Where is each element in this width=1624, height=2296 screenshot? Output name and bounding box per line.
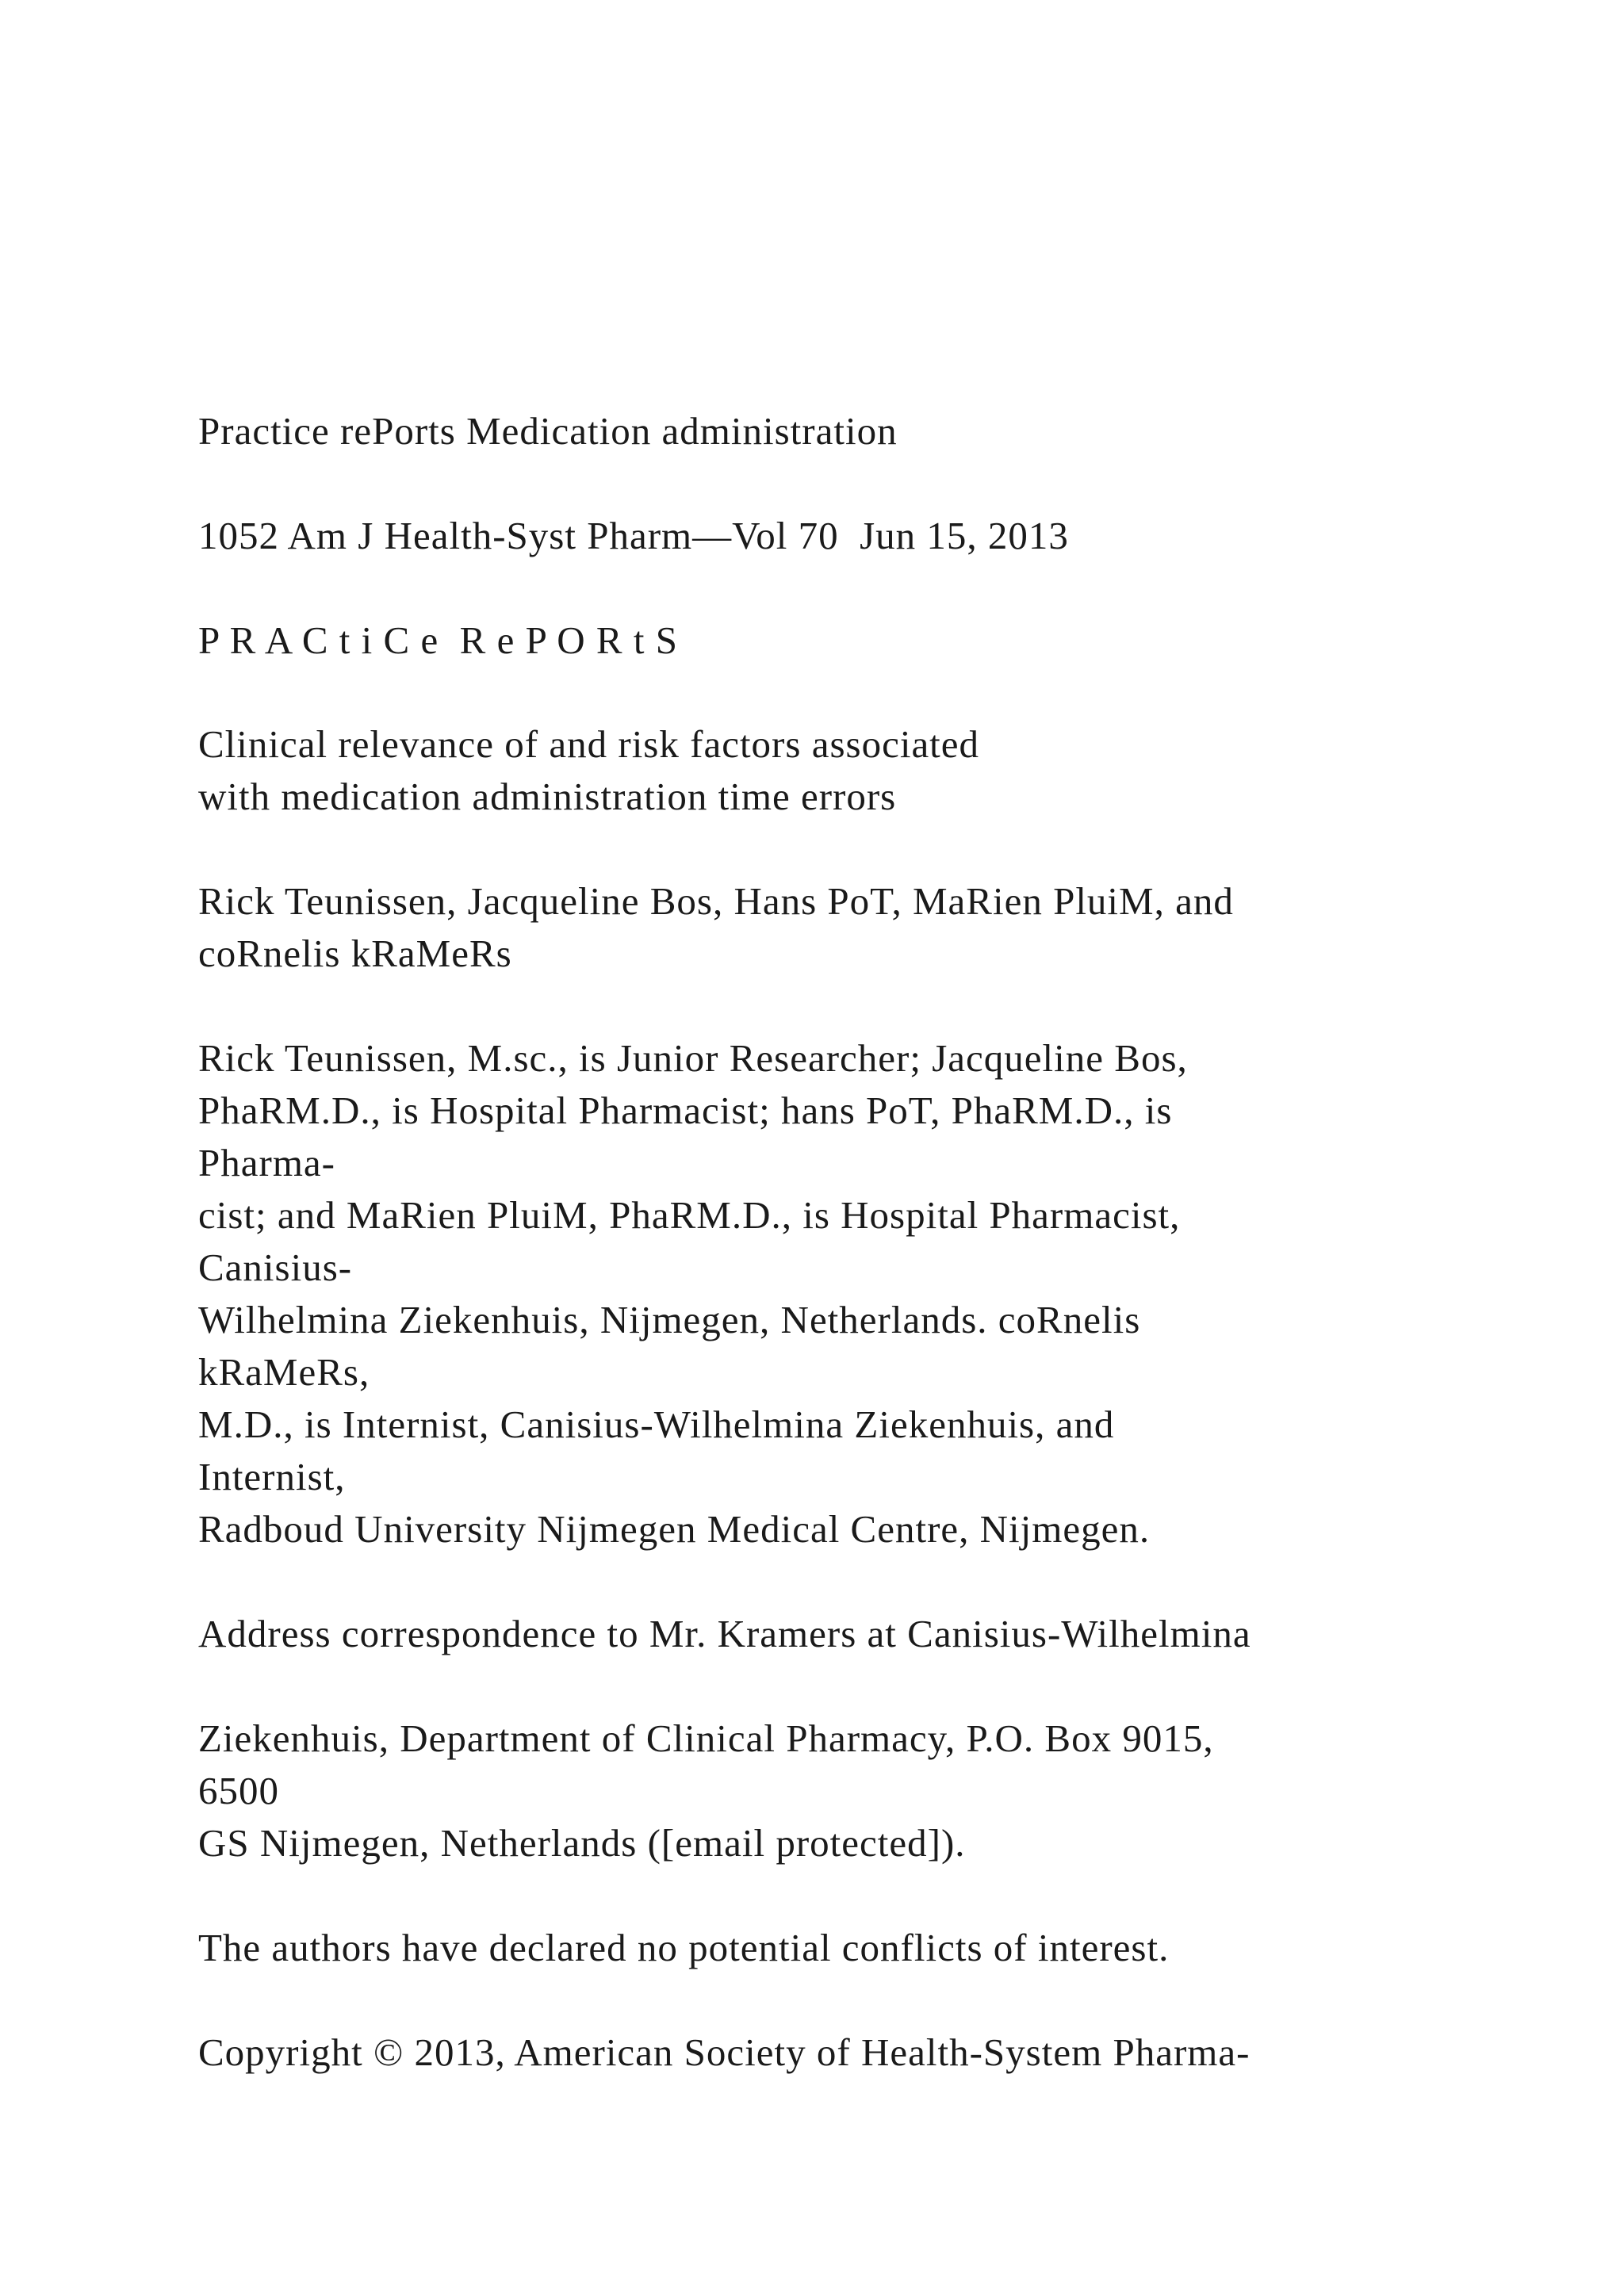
article-title-line-2: with medication administration time errors [198, 775, 897, 818]
affiliation-line-7: kRaMeRs, [198, 1350, 370, 1394]
running-title: Practice rePorts Medication administration [198, 409, 898, 453]
affiliation-line-8: M.D., is Internist, Canisius-Wilhelmina Ziekenhuis, and [198, 1402, 1115, 1446]
affiliation-line-9: Internist, [198, 1455, 346, 1498]
correspondence-line-2: Ziekenhuis, Department of Clinical Pharmacy, P.O. Box 9015, [198, 1716, 1214, 1760]
correspondence-line-1: Address correspondence to Mr. Kramers at Canisius-Wilhelmina [198, 1612, 1251, 1655]
affiliation-line-1: Rick Teunissen, M.sc., is Junior Researcher; Jacqueline Bos, [198, 1036, 1188, 1080]
authors-line-2: coRnelis kRaMeRs [198, 932, 512, 975]
affiliation-line-5: Canisius- [198, 1246, 353, 1289]
affiliation-line-2: PhaRM.D., is Hospital Pharmacist; hans PoT, PhaRM.D., is [198, 1089, 1173, 1132]
journal-citation: 1052 Am J Health-Syst Pharm—Vol 70 Jun 15, 2013 [198, 514, 1069, 557]
affiliation-line-6: Wilhelmina Ziekenhuis, Nijmegen, Netherlands. coRnelis [198, 1298, 1141, 1341]
affiliation-line-4: cist; and MaRien PluiM, PhaRM.D., is Hospital Pharmacist, [198, 1193, 1181, 1237]
affiliation-line-10: Radboud University Nijmegen Medical Centre, Nijmegen. [198, 1507, 1151, 1551]
correspondence-line-4: GS Nijmegen, Netherlands ([email protected]). [198, 1821, 966, 1865]
correspondence-line-3: 6500 [198, 1769, 279, 1812]
conflicts-statement: The authors have declared no potential conflicts of interest. [198, 1926, 1170, 1969]
authors-line-1: Rick Teunissen, Jacqueline Bos, Hans PoT, MaRien PluiM, and [198, 879, 1234, 923]
section-label: P R A C t i C e R e P O R t S [198, 618, 678, 662]
copyright-line: Copyright © 2013, American Society of Health-System Pharma- [198, 2030, 1251, 2074]
affiliation-line-3: Pharma- [198, 1141, 335, 1184]
article-title-line-1: Clinical relevance of and risk factors associated [198, 722, 980, 766]
